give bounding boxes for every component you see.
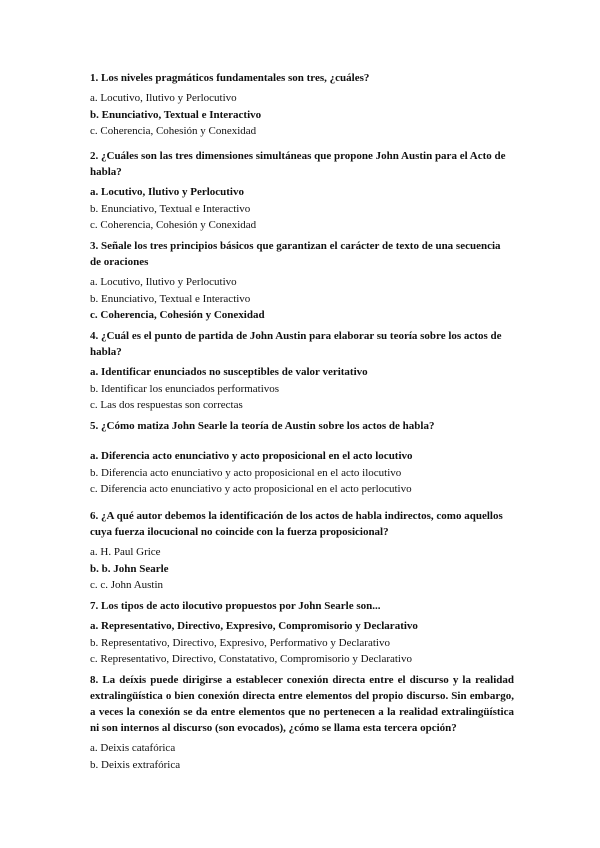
question-text: 3. Señale los tres principios básicos que garantizan el carácter de texto de una secuencia de oraciones — [90, 240, 501, 268]
option-c: c. Representativo, Directivo, Constatativo, Compromisorio y Declarativo — [90, 653, 412, 665]
option-c: c. c. John Austin — [90, 579, 164, 591]
question-8 — [90, 672, 514, 773]
option-c: c. Coherencia, Cohesión y Conexidad — [90, 125, 257, 137]
option-a: a. Deixis catafórica — [90, 742, 176, 754]
option-c: c. Las dos respuestas son correctas — [90, 399, 243, 411]
question-text: 5. ¿Cómo matiza John Searle la teoría de Austin sobre los actos de habla? — [90, 420, 435, 432]
option-b: b. Deixis extrafórica — [90, 758, 181, 771]
question-6 — [90, 508, 514, 594]
option-a-correct: a. Identificar enunciados no susceptibles de valor veritativo — [90, 366, 368, 378]
question-text: 1. Los niveles pragmáticos fundamentales son tres, ¿cuáles? — [90, 72, 370, 84]
question-3 — [90, 238, 514, 324]
question-5 — [90, 418, 514, 498]
option-a: a. H. Paul Grice — [90, 546, 161, 558]
option-a-correct: a. Representativo, Directivo, Expresivo, Compromisorio y Declarativo — [90, 620, 418, 632]
option-a: a. Locutivo, Ilutivo y Perlocutivo — [90, 276, 237, 288]
option-a-correct: a. Locutivo, Ilutivo y Perlocutivo — [90, 186, 244, 198]
option-b: b. Enunciativo, Textual e Interactivo — [90, 292, 251, 305]
question-2 — [90, 148, 514, 234]
question-7 — [90, 598, 514, 668]
question-text: 2. ¿Cuáles son las tres dimensiones simultáneas que propone John Austin para el Acto de habla? — [90, 150, 506, 178]
question-text: 6. ¿A qué autor debemos la identificación de los actos de habla indirectos, como aquellos cuya fuerza ilocucional no coincide con la fuerza proposicional? — [90, 510, 503, 538]
option-b: b. Identificar los enunciados performativos — [90, 382, 280, 395]
question-text: 4. ¿Cuál es el punto de partida de John Austin para elaborar su teoría sobre los actos de habla? — [90, 330, 502, 358]
option-a-correct: a. Diferencia acto enunciativo y acto proposicional en el acto locutivo — [90, 450, 413, 462]
question-4 — [90, 328, 514, 414]
option-b-correct: b. b. John Searle — [90, 562, 169, 575]
option-c: c. Coherencia, Cohesión y Conexidad — [90, 219, 257, 231]
question-text: 7. Los tipos de acto ilocutivo propuestos por John Searle son... — [90, 600, 381, 612]
option-b: b. Diferencia acto enunciativo y acto proposicional en el acto ilocutivo — [90, 466, 402, 479]
option-c: c. Diferencia acto enunciativo y acto proposicional en el acto perlocutivo — [90, 483, 412, 495]
option-b-correct: b. Enunciativo, Textual e Interactivo — [90, 108, 262, 121]
question-1 — [90, 70, 514, 140]
option-b: b. Enunciativo, Textual e Interactivo — [90, 202, 251, 215]
option-a: a. Locutivo, Ilutivo y Perlocutivo — [90, 92, 237, 104]
question-text: 8. La deíxis puede dirigirse a establecer conexión directa entre el discurso y la realidad extralingüística o bien conexión directa entre elementos del propio discurso. Sin embargo, a veces la conexión se da entre elementos que no pertenecen a la realidad extralingüística ni son internos al discurso (son evocados), ¿cómo se llama esta tercera opción? — [90, 674, 514, 734]
option-c-correct: c. Coherencia, Cohesión y Conexidad — [90, 309, 265, 321]
option-b: b. Representativo, Directivo, Expresivo, Performativo y Declarativo — [90, 636, 390, 649]
